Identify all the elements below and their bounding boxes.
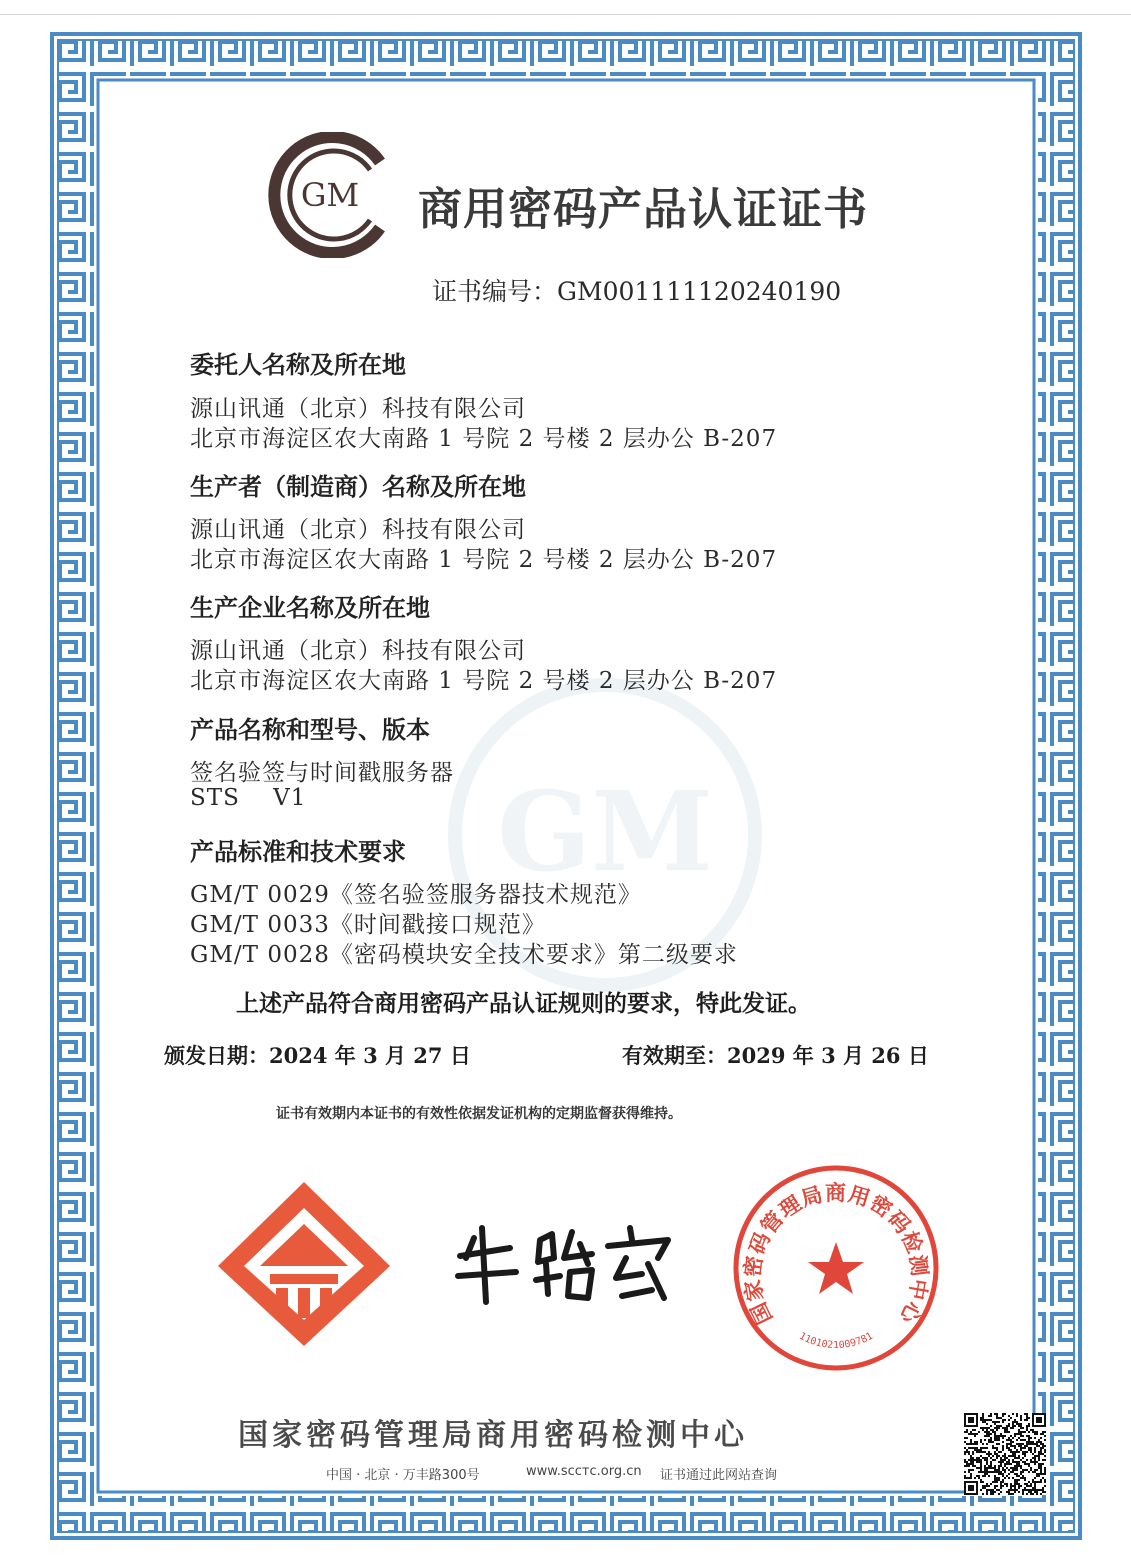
scan-edge-line (0, 14, 1131, 15)
product-model-version: STS V1 (190, 785, 307, 811)
footer-address: 中国 · 北京 · 万丰路300号 (326, 1468, 480, 1483)
product-name: 签名验签与时间戳服务器 (190, 760, 454, 786)
issue-date-label: 颁发日期： (164, 1044, 269, 1068)
gm-logo-text: GM (300, 176, 360, 214)
validity-note: 证书有效期内本证书的有效性依据发证机构的定期监督获得维持。 (276, 1106, 682, 1122)
verification-qr-code[interactable] (964, 1413, 1046, 1495)
issuing-organization: 国家密码管理局商用密码检测中心 (238, 1418, 748, 1453)
client-address: 北京市海淀区农大南路 1 号院 2 号楼 2 层办公 B-207 (190, 426, 778, 452)
footer-query-text: 证书通过此网站查询 (660, 1468, 778, 1483)
expiry-date-label: 有效期至： (622, 1044, 727, 1068)
certificate-number (432, 272, 841, 308)
manufacturer-name: 源山讯通（北京）科技有限公司 (190, 517, 526, 543)
standard-item: GM/T 0028《密码模块安全技术要求》第二级要求 (190, 942, 738, 968)
section-heading-manufacturer: 生产者（制造商）名称及所在地 (190, 473, 526, 501)
manufacturer-address: 北京市海淀区农大南路 1 号院 2 号楼 2 层办公 B-207 (190, 547, 778, 573)
section-heading-standards: 产品标准和技术要求 (190, 838, 406, 866)
certificate-number-value: GM001111120240190 (557, 277, 842, 306)
issue-date (164, 1040, 471, 1070)
certificate-number-label: 证书编号： (432, 277, 558, 306)
certification-emblem (214, 1178, 394, 1348)
svg-text:GM: GM (497, 767, 713, 896)
standard-item: GM/T 0029《签名验签服务器技术规范》 (190, 882, 642, 908)
certificate-title: 商用密码产品认证证书 (418, 184, 868, 235)
compliance-statement: 上述产品符合商用密码产品认证规则的要求，特此发证。 (236, 991, 811, 1017)
client-name: 源山讯通（北京）科技有限公司 (190, 396, 526, 422)
director-signature (452, 1218, 682, 1308)
factory-address: 北京市海淀区农大南路 1 号院 2 号楼 2 层办公 B-207 (190, 668, 778, 694)
section-heading-factory: 生产企业名称及所在地 (190, 594, 430, 622)
footer-website[interactable]: www.sccтс.org.cn (526, 1464, 642, 1479)
factory-name: 源山讯通（北京）科技有限公司 (190, 638, 526, 664)
standard-item: GM/T 0033《时间戳接口规范》 (190, 912, 546, 938)
section-heading-product: 产品名称和型号、版本 (190, 716, 430, 744)
expiry-date-value: 2029 年 3 月 26 日 (727, 1043, 929, 1068)
expiry-date (622, 1040, 929, 1070)
official-seal (728, 1160, 944, 1376)
section-heading-client: 委托人名称及所在地 (190, 351, 406, 379)
seal-text: 国家密码管理局商用密码检测中心 (740, 1181, 932, 1328)
gm-logo (262, 132, 396, 258)
svg-text:1101021009781 (797, 1331, 875, 1351)
issue-date-value: 2024 年 3 月 27 日 (269, 1043, 471, 1068)
seal-number: 1101021009781 (797, 1330, 875, 1352)
